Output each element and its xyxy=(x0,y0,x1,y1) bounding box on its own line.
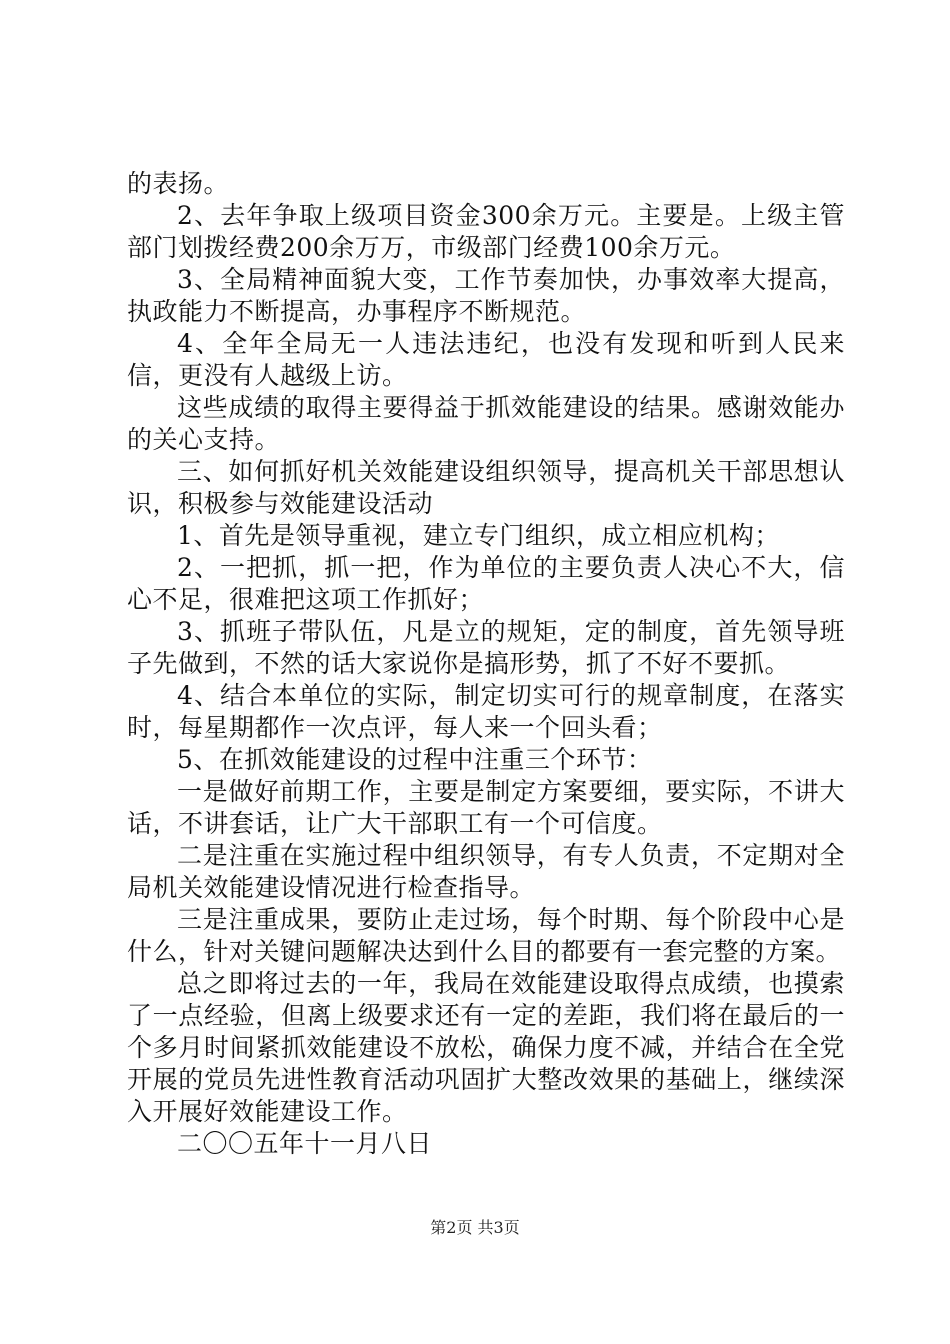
document-body xyxy=(127,168,845,1160)
page-footer xyxy=(0,1218,950,1238)
paragraph-15: 总之即将过去的一年，我局在效能建设取得点成绩，也摸索了一点经验，但离上级要求还有一定的差距，我们将在最后的一个多月时间紧抓效能建设不放松，确保力度不减，并结合在全党开展的党员先进性教育活动巩固扩大整改效果的基础上，继续深入开展好效能建设工作。 xyxy=(127,969,845,1126)
paragraph-13: 二是注重在实施过程中组织领导，有专人负责，不定期对全局机关效能建设情况进行检查指导。 xyxy=(127,841,845,902)
paragraph-12: 一是做好前期工作，主要是制定方案要细，要实际，不讲大话，不讲套话，让广大干部职工有一个可信度。 xyxy=(127,777,845,838)
section-heading-3: 三、如何抓好机关效能建设组织领导，提高机关干部思想认识，积极参与效能建设活动 xyxy=(127,457,845,518)
paragraph-14: 三是注重成果，要防止走过场，每个时期、每个阶段中心是什么，针对关键问题解决达到什么目的都要有一套完整的方案。 xyxy=(127,905,845,966)
paragraph-5: 这些成绩的取得主要得益于抓效能建设的结果。感谢效能办的关心支持。 xyxy=(127,393,845,454)
date-line: 二〇〇五年十一月八日 xyxy=(177,1129,433,1158)
paragraph-3: 3、全局精神面貌大变，工作节奏加快，办事效率大提高，执政能力不断提高，办事程序不断规范。 xyxy=(127,265,845,326)
paragraph-4: 4、全年全局无一人违法违纪，也没有发现和听到人民来信，更没有人越级上访。 xyxy=(127,329,845,390)
paragraph-7: 1、首先是领导重视，建立专门组织，成立相应机构； xyxy=(177,521,780,550)
paragraph-11: 5、在抓效能建设的过程中注重三个环节： xyxy=(177,745,653,774)
page-number-label: 第2页 共3页 xyxy=(430,1218,520,1237)
paragraph-1: 的表扬。 xyxy=(127,169,230,198)
paragraph-10: 4、结合本单位的实际，制定切实可行的规章制度，在落实时，每星期都作一次点评，每人来一个回头看； xyxy=(127,681,845,742)
paragraph-2: 2、去年争取上级项目资金300余万元。主要是。上级主管部门划拨经费200余万万，市级部门经费100余万元。 xyxy=(127,201,845,262)
paragraph-9: 3、抓班子带队伍，凡是立的规矩，定的制度，首先领导班子先做到，不然的话大家说你是搞形势，抓了不好不要抓。 xyxy=(127,617,845,678)
paragraph-8: 2、一把抓，抓一把，作为单位的主要负责人决心不大，信心不足，很难把这项工作抓好； xyxy=(127,553,845,614)
